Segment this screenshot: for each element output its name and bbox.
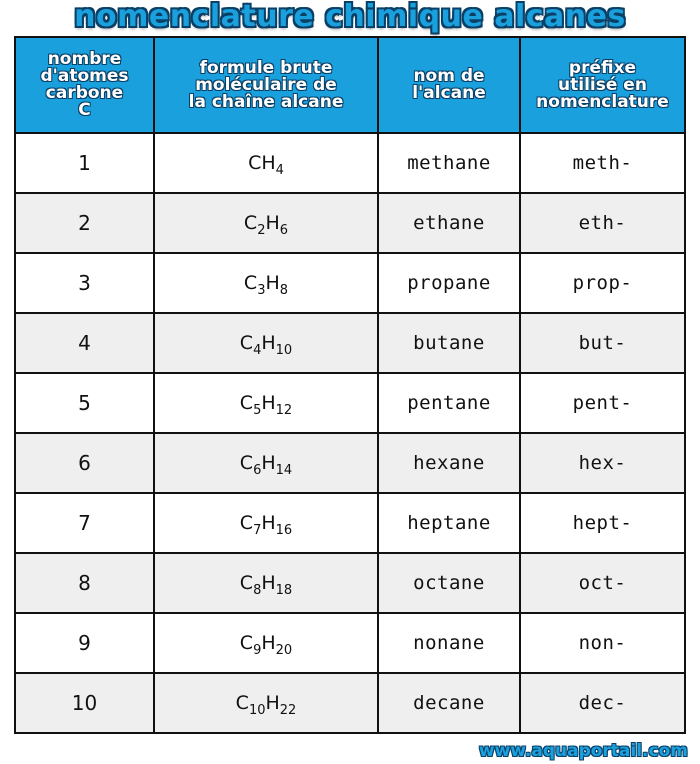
header-line: formule brute: [199, 57, 333, 78]
alkane-name-cell: hexane: [378, 433, 520, 493]
prefix-cell: meth-: [520, 133, 685, 193]
header-alkane-name: [378, 37, 520, 133]
header-line: moléculaire de: [195, 74, 337, 95]
table-row: [15, 253, 685, 313]
header-line: C: [78, 100, 91, 120]
table-row: [15, 553, 685, 613]
table-row: [15, 613, 685, 673]
header-line: nom de: [413, 66, 485, 86]
header-line: l'alcane: [412, 83, 486, 103]
formula-cell: $C_9H_{20}$: [154, 613, 378, 673]
header-carbon-count: [15, 37, 154, 133]
prefix-cell: prop-: [520, 253, 685, 313]
header-line: nomenclature: [536, 91, 669, 112]
carbon-count-cell: 10: [15, 673, 154, 733]
prefix-cell: hex-: [520, 433, 685, 493]
carbon-count-cell: 6: [15, 433, 154, 493]
carbon-count-cell: 4: [15, 313, 154, 373]
prefix-cell: pent-: [520, 373, 685, 433]
formula-cell: $C_6H_{14}$: [154, 433, 378, 493]
page-title: nomenclature chimique alcanes: [74, 0, 626, 34]
carbon-count-cell: 9: [15, 613, 154, 673]
formula-cell: $C_2H_6$: [154, 193, 378, 253]
alkane-name-cell: ethane: [378, 193, 520, 253]
table-row: [15, 493, 685, 553]
alkane-name-cell: heptane: [378, 493, 520, 553]
header-line: nombre: [47, 49, 122, 69]
carbon-count-cell: 2: [15, 193, 154, 253]
formula-cell: $C_{10}H_{22}$: [154, 673, 378, 733]
formula-cell: $C_5H_{12}$: [154, 373, 378, 433]
table-row: [15, 193, 685, 253]
table-header-row: [15, 37, 685, 133]
table-row: [15, 313, 685, 373]
alkane-name-cell: decane: [378, 673, 520, 733]
prefix-cell: eth-: [520, 193, 685, 253]
alkane-nomenclature-table: [14, 36, 686, 734]
table-row: [15, 673, 685, 733]
formula-cell: $C_8H_{18}$: [154, 553, 378, 613]
carbon-count-cell: 3: [15, 253, 154, 313]
carbon-count-cell: 8: [15, 553, 154, 613]
carbon-count-cell: 1: [15, 133, 154, 193]
header-formula: [154, 37, 378, 133]
header-prefix: [520, 37, 685, 133]
table-row: [15, 133, 685, 193]
table-row: [15, 373, 685, 433]
formula-cell: $C_3H_8$: [154, 253, 378, 313]
prefix-cell: dec-: [520, 673, 685, 733]
source-url[interactable]: www.aquaportail.com: [478, 741, 688, 761]
alkane-name-cell: butane: [378, 313, 520, 373]
header-line: d'atomes: [40, 66, 129, 86]
header-line: carbone: [45, 83, 124, 103]
carbon-count-cell: 5: [15, 373, 154, 433]
prefix-cell: non-: [520, 613, 685, 673]
alkane-name-cell: pentane: [378, 373, 520, 433]
header-line: préfixe: [568, 57, 637, 78]
alkane-name-cell: propane: [378, 253, 520, 313]
header-line: utilisé en: [558, 74, 647, 95]
formula-cell: $C_7H_{16}$: [154, 493, 378, 553]
prefix-cell: but-: [520, 313, 685, 373]
header-line: la chaîne alcane: [188, 91, 344, 112]
formula-cell: $C_4H_{10}$: [154, 313, 378, 373]
table-row: [15, 433, 685, 493]
prefix-cell: oct-: [520, 553, 685, 613]
prefix-cell: hept-: [520, 493, 685, 553]
formula-cell: $CH_4$: [154, 133, 378, 193]
carbon-count-cell: 7: [15, 493, 154, 553]
alkane-name-cell: methane: [378, 133, 520, 193]
alkane-name-cell: nonane: [378, 613, 520, 673]
alkane-name-cell: octane: [378, 553, 520, 613]
